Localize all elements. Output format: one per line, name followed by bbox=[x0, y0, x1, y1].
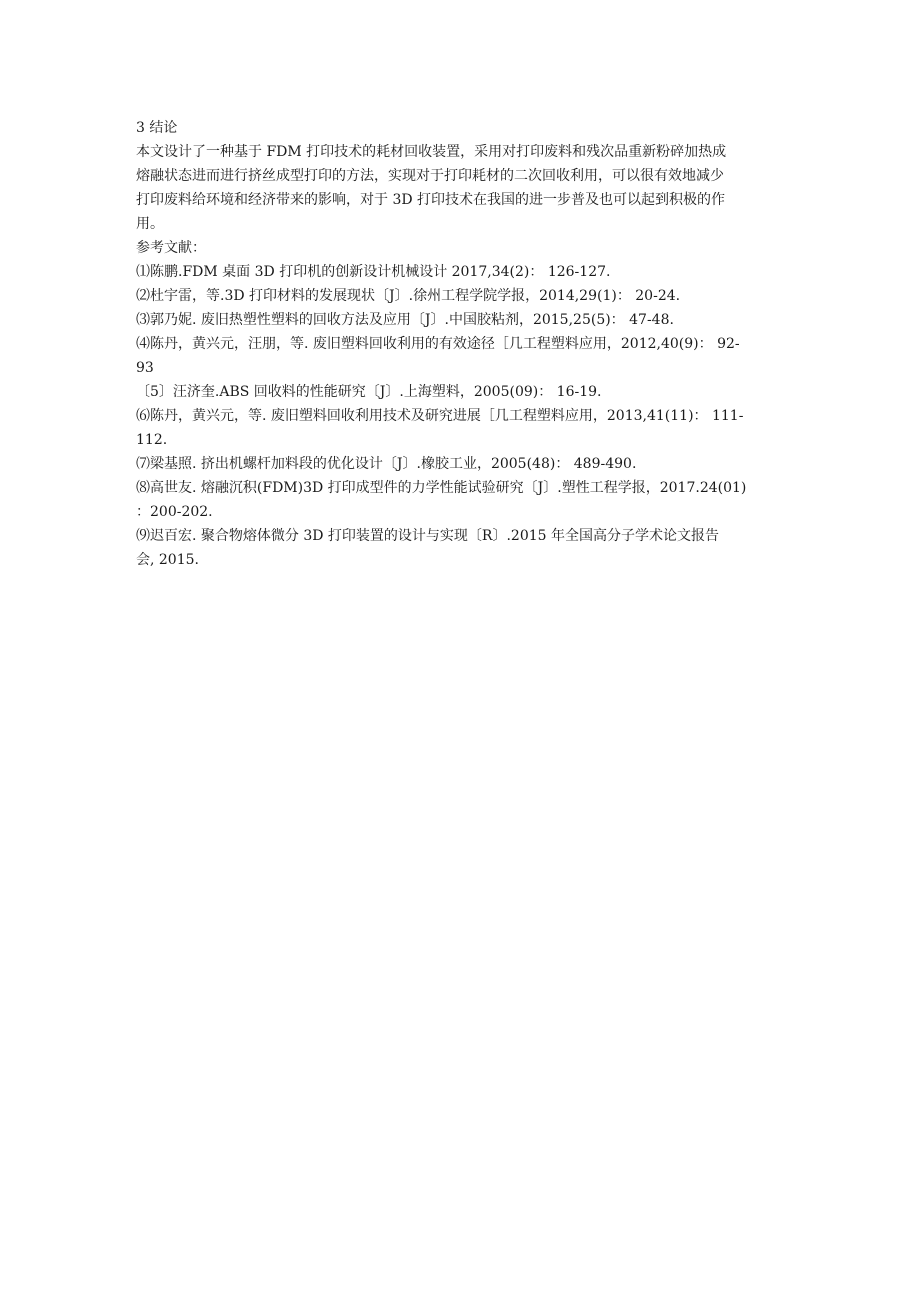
reference-line: ⑴陈鹏.FDM 桌面 3D 打印机的创新设计机械设计 2017,34(2)： 126-127. bbox=[136, 264, 611, 280]
paragraph-line: 打印废料给环境和经济带来的影响，对于 3D 打印技术在我国的进一步普及也可以起到积极的作 bbox=[136, 192, 726, 208]
reference-item bbox=[136, 308, 786, 332]
reference-item bbox=[136, 284, 786, 308]
reference-item bbox=[136, 452, 786, 476]
reference-line: ⑵杜宇雷，等.3D 打印材料的发展现状〔J〕.徐州工程学院学报，2014,29(1)： 20-24. bbox=[136, 288, 681, 304]
reference-line: ⑷陈丹，黄兴元，汪朋，等. 废旧塑料回收利用的有效途径［几工程塑料应用，2012,40(9)： 92- bbox=[136, 336, 740, 352]
reference-line-continued: ：200-202. bbox=[136, 504, 213, 520]
reference-line: ⑶郭乃妮. 废旧热塑性塑料的回收方法及应用〔J〕.中国胶粘剂，2015,25(5)： 47-48. bbox=[136, 312, 674, 328]
reference-list bbox=[136, 260, 786, 572]
reference-line: ⑻高世友. 熔融沉积(FDM)3D 打印成型件的力学性能试验研究〔J〕.塑性工程学报，2017.24(01) bbox=[136, 480, 747, 496]
paragraph-line: 用。 bbox=[136, 216, 164, 232]
reference-item bbox=[136, 404, 786, 452]
reference-line-continued: 93 bbox=[136, 360, 154, 376]
reference-item bbox=[136, 260, 786, 284]
reference-line-continued: 会, 2015. bbox=[136, 552, 199, 568]
reference-line: ⑹陈丹，黄兴元，等. 废旧塑料回收利用技术及研究进展［几工程塑料应用，2013,41(11)： 111- bbox=[136, 408, 744, 424]
reference-line: 〔5〕汪济奎.ABS 回收料的性能研究〔J〕.上海塑料，2005(09)： 16-19. bbox=[136, 384, 602, 400]
conclusion-paragraph bbox=[136, 140, 786, 236]
reference-item bbox=[136, 332, 786, 380]
section-heading: 3 结论 bbox=[136, 120, 178, 136]
reference-item bbox=[136, 380, 786, 404]
paragraph-line: 熔融状态进而进行挤丝成型打印的方法，实现对于打印耗材的二次回收利用，可以很有效地减少 bbox=[136, 168, 724, 184]
paragraph-line: 本文设计了一种基于 FDM 打印技术的耗材回收装置，采用对打印废料和残次品重新粉碎加热成 bbox=[136, 144, 727, 160]
document-body bbox=[136, 116, 786, 572]
reference-line: ⑺梁基照. 挤出机螺杆加料段的优化设计〔J〕.橡胶工业，2005(48)： 489-490. bbox=[136, 456, 637, 472]
reference-item bbox=[136, 524, 786, 572]
reference-line-continued: 112. bbox=[136, 432, 168, 448]
reference-line: ⑼迟百宏. 聚合物熔体微分 3D 打印装置的设计与实现〔R〕.2015 年全国高分子学术论文报告 bbox=[136, 528, 720, 544]
references-title: 参考文献： bbox=[136, 240, 206, 256]
reference-item bbox=[136, 476, 786, 524]
